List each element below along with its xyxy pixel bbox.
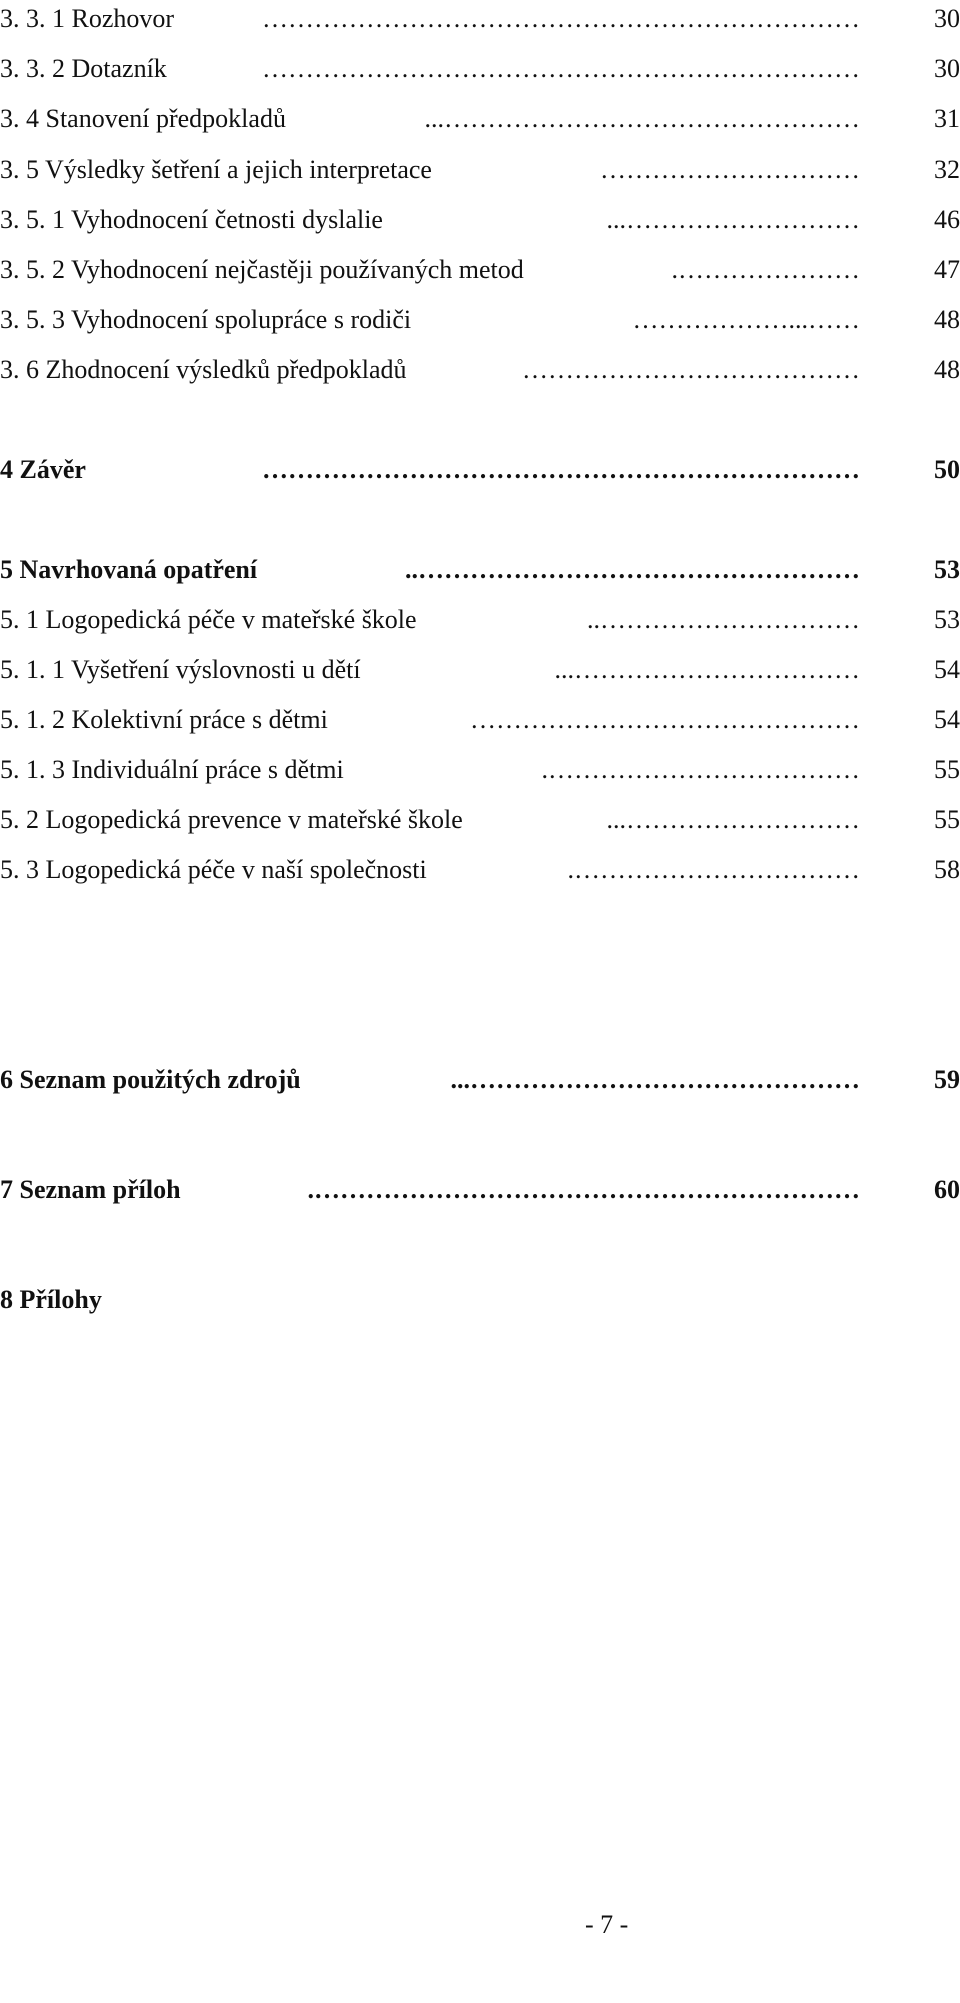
toc-entry-page: 60: [934, 1175, 960, 1204]
toc-entry-3-5: [0, 153, 960, 187]
toc-entry-page: 54: [934, 705, 960, 734]
toc-entry-page: 53: [934, 555, 960, 584]
toc-leader-dots: …………………………………………...: [424, 104, 860, 133]
toc-leader-dots: ……………………………….: [541, 755, 860, 784]
toc-entry-5: [0, 553, 960, 587]
toc-entry-3-6: [0, 353, 960, 387]
toc-entry-8: [0, 1283, 960, 1317]
toc-entry-5-1-3: [0, 753, 960, 787]
toc-entry-page: 55: [934, 805, 960, 834]
toc-leader-dots: …………………………………: [522, 355, 860, 384]
toc-entry-page: 30: [934, 4, 960, 33]
toc-entry-3-5-3: [0, 303, 960, 337]
toc-entry-3-3-2: [0, 52, 960, 86]
toc-entry-label: 6 Seznam použitých zdrojů: [0, 1065, 301, 1094]
toc-leader-dots: ………………………………………: [470, 705, 860, 734]
toc-entry-label: 3. 3. 2 Dotazník: [0, 54, 167, 83]
toc-entry-5-1-1: [0, 653, 960, 687]
toc-entry-label: 5. 1. 3 Individuální práce s dětmi: [0, 755, 344, 784]
toc-leader-dots: ……………………………………………………….: [307, 1175, 860, 1204]
toc-entry-label: 3. 6 Zhodnocení výsledků předpokladů: [0, 355, 407, 384]
toc-entry-label: 5. 3 Logopedická péče v naší společnosti: [0, 855, 427, 884]
toc-entry-label: 3. 5. 1 Vyhodnocení četnosti dyslalie: [0, 205, 383, 234]
toc-entry-label: 3. 3. 1 Rozhovor: [0, 4, 175, 33]
toc-entry-label: 3. 5. 2 Vyhodnocení nejčastěji používaných metod: [0, 255, 524, 284]
toc-entry-label: 4 Závěr: [0, 455, 86, 484]
toc-entry-page: 54: [934, 655, 960, 684]
toc-entry-3-5-2: [0, 253, 960, 287]
toc-entry-page: 30: [934, 54, 960, 83]
toc-entry-4: [0, 453, 960, 487]
toc-entry-page: 48: [934, 355, 960, 384]
toc-entry-5-1: [0, 603, 960, 637]
toc-entry-page: 31: [934, 104, 960, 133]
toc-entry-page: 46: [934, 205, 960, 234]
toc-entry-label: 3. 4 Stanovení předpokladů: [0, 104, 286, 133]
page-number: - 7 -: [585, 1910, 629, 1939]
toc-leader-dots: ……………………………………………………………: [262, 4, 860, 33]
toc-leader-dots: …………………………..: [587, 605, 860, 634]
toc-entry-5-3: [0, 853, 960, 887]
toc-entry-label: 8 Přílohy: [0, 1285, 102, 1314]
toc-entry-label: 5. 2 Logopedická prevence v mateřské škole: [0, 805, 463, 834]
toc-entry-label: 3. 5. 3 Vyhodnocení spolupráce s rodiči: [0, 305, 412, 334]
toc-leader-dots: ……………………………...: [554, 655, 860, 684]
toc-entry-3-4: [0, 102, 960, 136]
toc-entry-5-1-2: [0, 703, 960, 737]
toc-entry-page: 48: [934, 305, 960, 334]
toc-entry-7: [0, 1173, 960, 1207]
toc-leader-dots: ………………….: [671, 255, 860, 284]
toc-leader-dots: ………………………...: [606, 805, 860, 834]
toc-entry-page: 55: [934, 755, 960, 784]
toc-entry-3-5-1: [0, 203, 960, 237]
toc-leader-dots: ……………………………………………………………: [262, 455, 860, 484]
toc-leader-dots: ………………………………………...: [450, 1065, 860, 1094]
toc-entry-5-2: [0, 803, 960, 837]
toc-leader-dots: ………………………...: [606, 205, 860, 234]
toc-entry-page: 47: [934, 255, 960, 284]
toc-leader-dots: ……………………………………………………………: [262, 54, 860, 83]
toc-entry-3-3-1: [0, 2, 960, 36]
toc-entry-label: 5 Navrhovaná opatření: [0, 555, 258, 584]
toc-entry-6: [0, 1063, 960, 1097]
toc-entry-page: 53: [934, 605, 960, 634]
toc-entry-label: 3. 5 Výsledky šetření a jejich interpretace: [0, 155, 432, 184]
toc-entry-page: 59: [934, 1065, 960, 1094]
toc-leader-dots: …………………………….: [567, 855, 860, 884]
toc-entry-label: 5. 1. 2 Kolektivní práce s dětmi: [0, 705, 328, 734]
toc-entry-page: 58: [934, 855, 960, 884]
toc-entry-page: 50: [934, 455, 960, 484]
toc-leader-dots: ……...………………: [632, 305, 860, 334]
toc-entry-page: 32: [934, 155, 960, 184]
toc-leader-dots: ……………………………………………..: [405, 555, 860, 584]
toc-entry-label: 7 Seznam příloh: [0, 1175, 181, 1204]
toc-entry-label: 5. 1 Logopedická péče v mateřské škole: [0, 605, 417, 634]
toc-entry-label: 5. 1. 1 Vyšetření výslovnosti u dětí: [0, 655, 361, 684]
toc-leader-dots: …………………………: [600, 155, 860, 184]
